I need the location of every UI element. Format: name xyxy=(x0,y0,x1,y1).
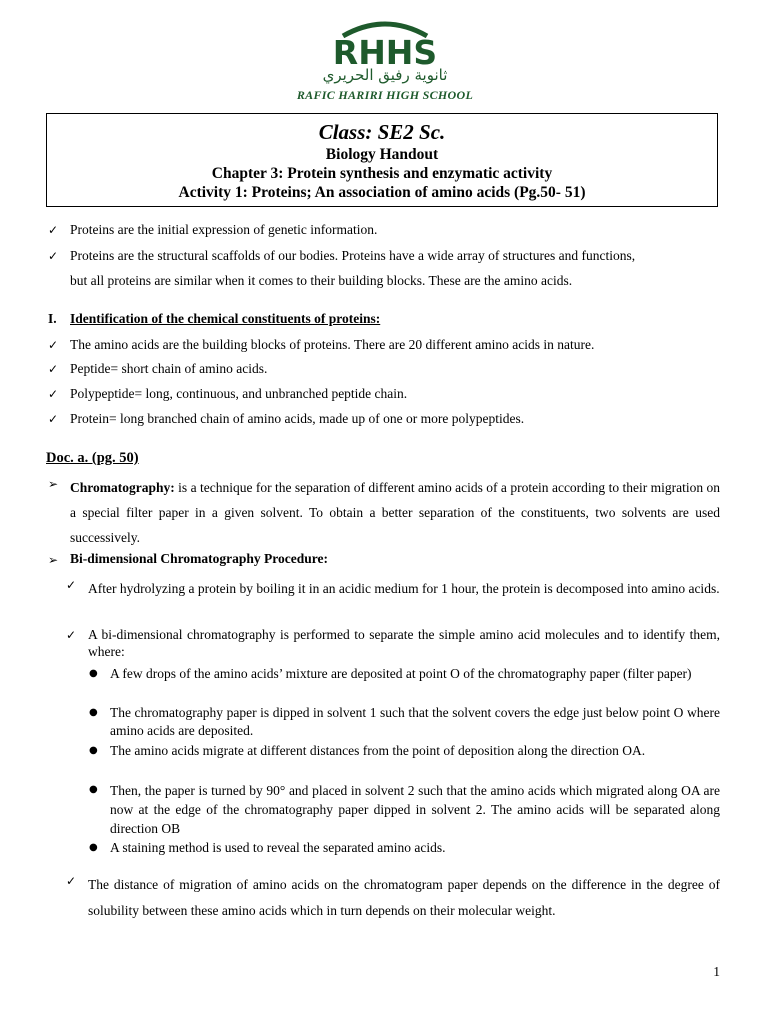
procedure-substep: A few drops of the amino acids’ mixture are deposited at point O of the chromatography paper (filter paper) xyxy=(110,666,692,681)
intro-bullet-2-line-2: but all proteins are similar when it comes to their building blocks. These are the amino acids. xyxy=(70,273,573,288)
check-icon: ✓ xyxy=(48,387,59,401)
procedure-substep: The chromatography paper is dipped in solvent 1 such that the solvent covers the edge just below point O where amino acids are deposited. xyxy=(110,705,720,738)
section-item: Protein= long branched chain of amino acids, made up of one or more polypeptides. xyxy=(70,411,525,426)
section-numeral: I. xyxy=(48,311,57,326)
check-icon: ✓ xyxy=(48,223,59,237)
subject-title: Biology Handout xyxy=(325,146,439,163)
procedure-heading: Bi-dimensional Chromatography Procedure: xyxy=(70,551,329,566)
procedure-step-1: After hydrolyzing a protein by boiling it in an acidic medium for 1 hour, the protein is decomposed into amino acids. xyxy=(88,581,720,596)
check-icon: ✓ xyxy=(48,362,59,376)
doc-a-heading: Doc. a. (pg. 50) xyxy=(46,450,139,466)
logo-arabic-text: ثانوية رفيق الحريري xyxy=(322,66,448,84)
chromatography-paragraph xyxy=(70,475,720,550)
section-item: Peptide= short chain of amino acids. xyxy=(70,361,268,376)
dot-bullet-icon: ● xyxy=(89,745,98,756)
dot-bullet-icon: ● xyxy=(89,668,98,679)
chapter-title: Chapter 3: Protein synthesis and enzymatic activity xyxy=(211,165,553,182)
section-item: The amino acids are the building blocks of proteins. There are 20 different amino acids in nature. xyxy=(70,337,595,352)
dot-bullet-icon: ● xyxy=(89,784,98,795)
logo-school-name: RAFIC HARIRI HIGH SCHOOL xyxy=(296,88,474,102)
check-icon: ✓ xyxy=(48,412,59,426)
intro-bullet-2-line-1: Proteins are the structural scaffolds of our bodies. Proteins have a wide array of structures and functions, xyxy=(70,248,636,263)
arrow-bullet-icon: ➢ xyxy=(48,553,59,567)
title-box xyxy=(46,113,718,207)
intro-bullet-1: Proteins are the initial expression of genetic information. xyxy=(70,222,378,237)
procedure-step-2: A bi-dimensional chromatography is performed to separate the simple amino acid molecules and to identify them, where: xyxy=(88,627,720,659)
dot-bullet-icon: ● xyxy=(89,707,98,718)
procedure-step-3: The distance of migration of amino acids on the chromatogram paper depends on the difference in the degree of solubility between these amino acids which in turn depends on their molecular weight. xyxy=(88,877,720,918)
page-number: 1 xyxy=(713,964,720,979)
logo-letters: RHHS xyxy=(332,33,438,72)
class-title: Class: SE2 Sc. xyxy=(318,120,446,144)
procedure-substep: A staining method is used to reveal the separated amino acids. xyxy=(110,840,446,855)
check-icon: ✓ xyxy=(66,628,77,642)
check-icon: ✓ xyxy=(66,874,77,888)
section-item: Polypeptide= long, continuous, and unbranched peptide chain. xyxy=(70,386,408,401)
procedure-substep: The amino acids migrate at different distances from the point of deposition along the direction OA. xyxy=(110,743,646,758)
check-icon: ✓ xyxy=(48,338,59,352)
activity-title: Activity 1: Proteins; An association of amino acids (Pg.50- 51) xyxy=(178,184,586,201)
chromatography-text: is a technique for the separation of different amino acids of a protein according to their migration on a special filter paper in a given solvent. To obtain a better separation of the constituents, two solvents are used successively. xyxy=(70,480,720,545)
section-heading: Identification of the chemical constituents of proteins: xyxy=(70,311,381,326)
check-icon: ✓ xyxy=(66,578,77,592)
check-icon: ✓ xyxy=(48,249,59,263)
arrow-bullet-icon: ➢ xyxy=(48,477,59,491)
chromatography-term: Chromatography: xyxy=(70,480,175,495)
procedure-substep: Then, the paper is turned by 90° and placed in solvent 2 such that the amino acids which migrated along OA are now at the edge of the chromatography paper dipped in solvent 2. The amino acids will be separated along direction OB xyxy=(110,783,720,836)
school-logo xyxy=(285,14,485,108)
dot-bullet-icon: ● xyxy=(89,842,98,853)
